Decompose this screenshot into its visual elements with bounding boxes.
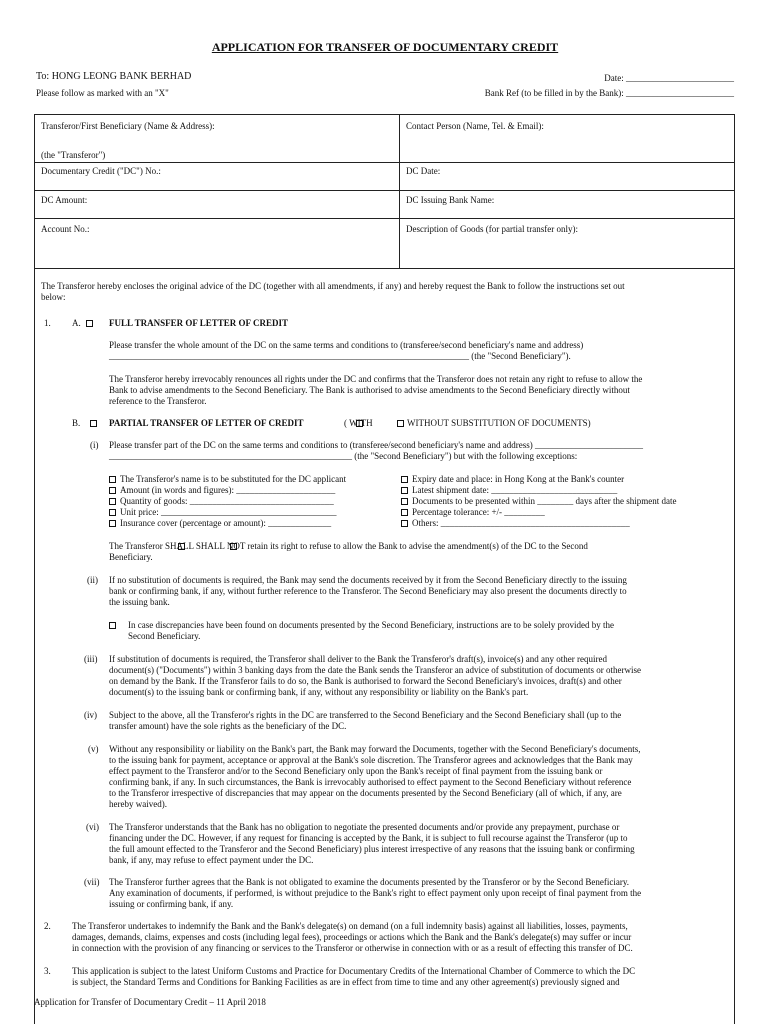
option-a-label: A. <box>72 318 81 328</box>
section-1-number: 1. <box>44 318 51 328</box>
exception-checkbox[interactable] <box>109 509 116 516</box>
with-substitution-option[interactable]: ( WITH <box>344 418 373 428</box>
partial-transfer-heading: PARTIAL TRANSFER OF LETTER OF CREDIT <box>109 418 304 428</box>
dc-amount-field[interactable]: DC Amount: <box>41 195 88 205</box>
particulars-table <box>34 114 735 269</box>
amendment-rights-paragraph: The Transferor SHALL SHALL NOT retain its right to refuse to allow the Bank to advise the amendment(s) of the DC to the Second Beneficiary. <box>109 541 588 562</box>
full-transfer-checkbox[interactable] <box>86 320 93 327</box>
with-substitution-checkbox[interactable] <box>356 420 363 427</box>
list-item[interactable]: Latest shipment date: ____________________________ <box>401 485 676 496</box>
full-transfer-heading: FULL TRANSFER OF LETTER OF CREDIT <box>109 318 288 328</box>
exception-checkbox[interactable] <box>109 520 116 527</box>
discrepancy-paragraph: In case discrepancies have been found on documents presented by the Second Beneficiary, instructions are to be solely provided by the Second Beneficiary. <box>128 620 615 641</box>
transferor-definition: (the "Transferor") <box>41 150 106 160</box>
intro-paragraph: The Transferor hereby encloses the original advice of the DC (together with all amendments, if any) and hereby request the Bank to follow the instructions set out below: <box>41 281 625 302</box>
exception-checkbox[interactable] <box>401 498 408 505</box>
section-2-number: 2. <box>44 921 51 931</box>
clause-ii-number: (ii) <box>87 575 98 585</box>
exception-checkbox[interactable] <box>401 487 408 494</box>
exceptions-left-list <box>109 474 346 529</box>
dc-date-field[interactable]: DC Date: <box>406 166 441 176</box>
clause-i-number: (i) <box>90 440 99 450</box>
clause-vi-paragraph: The Transferor understands that the Bank has no obligation to negotiate the presented documents and/or provide any prepayment, purchase or financing under the DC. However, if any request for financing is accepted by the Bank, it is subject to full recourse against the Transferor (up to the full amount effected to the Transferor and the Second Beneficiary) plus interest irrespective of any reasons that the issuing bank or confirming bank, if any, may refuse to effect payment under the DC. <box>109 822 635 865</box>
list-item[interactable]: Quantity of goods: ________________________________ <box>109 496 346 507</box>
transferor-field[interactable]: Transferor/First Beneficiary (Name & Address): <box>41 121 215 131</box>
account-number-field[interactable]: Account No.: <box>41 224 90 234</box>
renouncement-paragraph: The Transferor hereby irrevocably renounces all rights under the DC and confirms that the Transferor does not retain any right to refuse to allow the Bank to advise amendments to the Second Beneficiary. The Bank is authorised to advise amendments to the Second Beneficiary directly without reference to the Transferor. <box>109 374 643 406</box>
clause-vii-number: (vii) <box>84 877 100 887</box>
table-rule <box>34 162 735 163</box>
exception-checkbox[interactable] <box>109 487 116 494</box>
discrepancy-checkbox[interactable] <box>109 622 116 629</box>
exception-checkbox[interactable] <box>109 498 116 505</box>
shall-not-checkbox[interactable] <box>230 543 237 550</box>
exception-checkbox[interactable] <box>401 476 408 483</box>
bank-ref-field[interactable]: Bank Ref (to be filled in by the Bank): ________________________ <box>484 88 734 98</box>
clause-iv-number: (iv) <box>84 710 97 720</box>
without-substitution-checkbox[interactable] <box>397 420 404 427</box>
exceptions-right-list <box>401 474 676 529</box>
option-b-label: B. <box>72 418 81 428</box>
section-3-number: 3. <box>44 966 51 976</box>
exception-checkbox[interactable] <box>401 509 408 516</box>
list-item[interactable]: Insurance cover (percentage or amount): ______________ <box>109 518 346 529</box>
shall-checkbox[interactable] <box>178 543 185 550</box>
list-item[interactable]: Percentage tolerance: +/- _________ <box>401 507 676 518</box>
date-field[interactable]: Date: ________________________ <box>604 73 734 83</box>
contact-person-field[interactable]: Contact Person (Name, Tel. & Email): <box>406 121 544 131</box>
clause-v-paragraph: Without any responsibility or liability on the Bank's part, the Bank may forward the Documents, together with the Second Beneficiary's documents, to the issuing bank for payment, acceptance or approval at the Bank's sole discretion. The Transferor agrees and acknowledges that the Bank may effect payment to the Transferor and/or to the Second Beneficiary only upon the Bank's receipt of final payment from the issuing bank or confirming bank, if any. In such circumstances, the Bank is irrevocably authorised to effect payment to the Second Beneficiary without reference to the Transferor irrespective of discrepancies that may appear on the documents presented by the Second Beneficiary (all of which, if any, are hereby waived). <box>109 744 641 809</box>
mark-instruction: Please follow as marked with an "X" <box>36 88 169 98</box>
addressee: To: HONG LEONG BANK BERHAD <box>36 71 192 82</box>
dc-number-field[interactable]: Documentary Credit ("DC") No.: <box>41 166 161 176</box>
list-item[interactable]: Amount (in words and figures): ______________________ <box>109 485 346 496</box>
document-title: APPLICATION FOR TRANSFER OF DOCUMENTARY CREDIT <box>211 40 559 54</box>
list-item[interactable]: The Transferor's name is to be substituted for the DC applicant <box>109 474 346 485</box>
page-footer: Application for Transfer of Documentary Credit – 11 April 2018 <box>34 997 266 1007</box>
list-item[interactable]: Expiry date and place: in Hong Kong at the Bank's counter <box>401 474 676 485</box>
list-item[interactable]: Others: __________________________________________ <box>401 518 676 529</box>
partial-transfer-paragraph: Please transfer part of the DC on the same terms and conditions to (transferee/second beneficiary's name and address) ________________________ ______________________________________________________ (the "Second Beneficiary") but with the following exceptions: <box>109 440 643 461</box>
full-transfer-paragraph: Please transfer the whole amount of the DC on the same terms and conditions to (transferee/second beneficiary's name and address) ________________________________________________________________________________ (the "Second Beneficiary"). <box>109 340 584 361</box>
goods-description-field[interactable]: Description of Goods (for partial transfer only): <box>406 224 578 234</box>
clause-iii-paragraph: If substitution of documents is required, the Transferor shall deliver to the Bank the Transferor's draft(s), invoice(s) and any other required document(s) ("Documents") within 3 banking days from the date the Bank sends the Transferor an advice of substitution of documents or otherwise on demand by the Bank. If the Transferor fails to do so, the Bank is authorised to forward the Second Beneficiary's invoices, draft(s) and other document(s) to the issuing bank or confirming bank, if any, without any responsibility or liability on the Bank's part. <box>109 654 641 697</box>
clause-vii-paragraph: The Transferor further agrees that the Bank is not obligated to examine the documents presented by the Transferor or by the Second Beneficiary. Any examination of documents, if performed, is without prejudice to the Bank's right to effect payment only upon receipt of final payment from the issuing or confirming bank, if any. <box>109 877 642 909</box>
clause-iii-number: (iii) <box>84 654 98 664</box>
clause-vi-number: (vi) <box>86 822 99 832</box>
governing-terms-paragraph: This application is subject to the latest Uniform Customs and Practice for Documentary Credits of the International Chamber of Commerce to which the DC is subject, the Standard Terms and Conditions for Banking Facilities as are in effect from time to time and any other agreement(s) previously signed and <box>72 966 636 987</box>
exception-checkbox[interactable] <box>401 520 408 527</box>
list-item[interactable]: Documents to be presented within ________ days after the shipment date <box>401 496 676 507</box>
table-divider <box>399 114 400 269</box>
list-item[interactable]: Unit price: _______________________________________ <box>109 507 346 518</box>
table-rule <box>34 190 735 191</box>
table-rule <box>34 218 735 219</box>
clause-v-number: (v) <box>88 744 99 754</box>
clause-ii-paragraph: If no substitution of documents is required, the Bank may send the documents received by it from the Second Beneficiary directly to the issuing bank or confirming bank, if any, without further reference to the Transferor. The Second Beneficiary may also present the documents directly to the issuing bank. <box>109 575 627 607</box>
issuing-bank-field[interactable]: DC Issuing Bank Name: <box>406 195 495 205</box>
clause-iv-paragraph: Subject to the above, all the Transferor's rights in the DC are transferred to the Second Beneficiary and the Second Beneficiary shall (up to the transfer amount) have the sole rights as the beneficiary of the DC. <box>109 710 622 731</box>
partial-transfer-checkbox[interactable] <box>90 420 97 427</box>
indemnity-paragraph: The Transferor undertakes to indemnify the Bank and the Bank's delegate(s) on demand (on a full indemnity basis) against all liabilities, losses, payments, damages, demands, claims, expenses and costs (including legal fees), proceedings or actions which the Bank and the Bank's delegate(s) may suffer or incur in connection with the provision of any financing or services to the Transferor or otherwise in connection with or as a result of effecting this transfer of DC. <box>72 921 633 953</box>
exception-checkbox[interactable] <box>109 476 116 483</box>
without-substitution-option[interactable]: WITHOUT SUBSTITUTION OF DOCUMENTS) <box>407 418 591 428</box>
